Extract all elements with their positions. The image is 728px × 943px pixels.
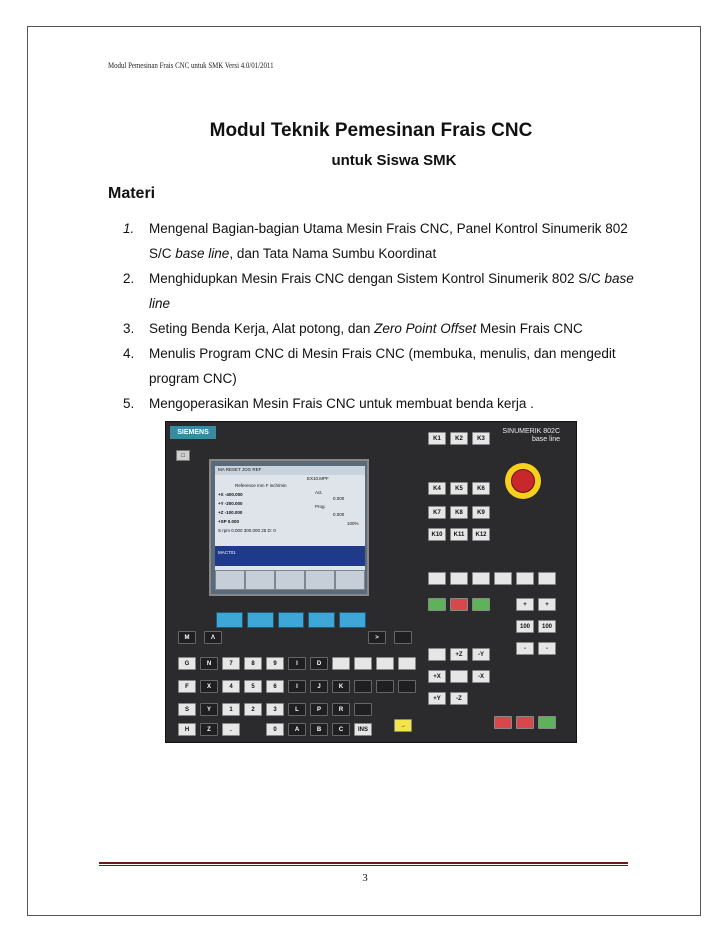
emergency-stop-button [511, 469, 535, 493]
model-label [502, 428, 560, 444]
list-number: 2. [123, 271, 135, 286]
key-k12: K12 [472, 528, 490, 541]
override-key: - [538, 642, 556, 655]
override-key: + [516, 598, 534, 611]
screen-tabs: MA RESET JOG REF [218, 467, 262, 472]
alpha-key: S [178, 703, 196, 716]
key-menu [394, 631, 412, 644]
screen-softkey-bar [215, 570, 365, 590]
document-title: Modul Teknik Pemesinan Frais CNC [209, 120, 533, 141]
list-text: Menulis Program CNC di Mesin Frais CNC (membuka, menulis, dan mengedit program CNC) [149, 346, 616, 386]
panel-corner-key: □ [176, 450, 190, 461]
softkey [216, 612, 243, 628]
alpha-key: X [200, 680, 218, 693]
alpha-key: 4 [222, 680, 240, 693]
screen-feed-act: 0.000 [333, 496, 345, 501]
axis-key [428, 648, 446, 661]
key-k8: K8 [450, 506, 468, 519]
key-recall: Λ [204, 631, 222, 644]
softkey [247, 612, 274, 628]
alpha-key [376, 657, 394, 670]
input-key: → [394, 719, 412, 732]
reset-key [494, 716, 512, 729]
screen-act-label: Act. [315, 490, 323, 495]
alpha-key: 9 [266, 657, 284, 670]
cnc-control-panel-image [165, 421, 577, 743]
running-header: Modul Pemesinan Frais CNC untuk SMK Versi 4.0/01/2011 [108, 61, 274, 70]
softkey [339, 612, 366, 628]
key-k1: K1 [428, 432, 446, 445]
screen-program-label: MACT01 [218, 550, 236, 555]
alpha-key: R [332, 703, 350, 716]
softkey [278, 612, 305, 628]
alpha-key: 5 [244, 680, 262, 693]
mode-key [494, 572, 512, 585]
mode-key [450, 572, 468, 585]
spindle-key [450, 598, 468, 611]
list-text: Seting Benda Kerja, Alat potong, dan [149, 321, 375, 336]
alpha-key [398, 680, 416, 693]
alpha-key: I [288, 657, 306, 670]
alpha-key: H [178, 723, 196, 736]
alpha-key: C [332, 723, 350, 736]
mode-key [428, 572, 446, 585]
key-k2: K2 [450, 432, 468, 445]
alpha-key: J [310, 680, 328, 693]
screen-feed-prog: 0.000 [333, 512, 345, 517]
model-line-1: SINUMERIK 802C [502, 428, 560, 435]
override-key: - [516, 642, 534, 655]
screen-axis-row: +Z -100.000 [218, 510, 243, 515]
alpha-key: INS [354, 723, 372, 736]
alpha-key: 1 [222, 703, 240, 716]
list-number: 1. [123, 221, 135, 236]
key-k7: K7 [428, 506, 446, 519]
alpha-key: I [288, 680, 306, 693]
cnc-screen-frame [209, 459, 369, 596]
softkey [308, 612, 335, 628]
spindle-key [472, 598, 490, 611]
list-item [123, 216, 643, 266]
override-key: 100 [538, 620, 556, 633]
alpha-key: 8 [244, 657, 262, 670]
alpha-key: Z [200, 723, 218, 736]
footer-rule [99, 862, 628, 866]
alpha-key: 3 [266, 703, 284, 716]
axis-key: -Z [450, 692, 468, 705]
alpha-key: . [222, 723, 240, 736]
key-k5: K5 [450, 482, 468, 495]
materi-list [123, 216, 643, 416]
screen-prog-label: Prog. [315, 504, 326, 509]
alpha-key: D [310, 657, 328, 670]
list-text-italic: Zero Point Offset [374, 321, 477, 336]
list-text: Mengenal Bagian-bagian Utama Mesin Frais CNC, Panel Kontrol Sinumerik 802 S/C [149, 221, 628, 261]
key-m: M [178, 631, 196, 644]
key-k4: K4 [428, 482, 446, 495]
screen-percent: 100% [347, 521, 359, 526]
list-item [123, 391, 643, 416]
spindle-key [428, 598, 446, 611]
document-subtitle: untuk Siswa SMK [331, 152, 457, 169]
mode-key [472, 572, 490, 585]
screen-program-area [215, 546, 365, 566]
alpha-key [354, 657, 372, 670]
axis-key: +Y [428, 692, 446, 705]
list-text-italic: base line [175, 246, 230, 261]
screen-axis-row: +SP 0.000 [218, 519, 240, 524]
alpha-key [354, 680, 372, 693]
cycle-start-key [538, 716, 556, 729]
mode-key [538, 572, 556, 585]
alpha-key: L [288, 703, 306, 716]
cnc-screen [215, 466, 365, 590]
cycle-stop-key [516, 716, 534, 729]
list-item [123, 341, 643, 391]
axis-key: -Y [472, 648, 490, 661]
alpha-key: 6 [266, 680, 284, 693]
screen-axis-row: +Y -200.000 [218, 501, 243, 506]
key-k11: K11 [450, 528, 468, 541]
list-item [123, 266, 643, 316]
screen-axis-row: +X -400.000 [218, 492, 243, 497]
key-k3: K3 [472, 432, 490, 445]
list-text: Mesin Frais CNC [476, 321, 583, 336]
key-k6: K6 [472, 482, 490, 495]
alpha-key [398, 657, 416, 670]
list-number: 5. [123, 396, 135, 411]
axis-key [450, 670, 468, 683]
blue-softkeys [216, 612, 366, 628]
list-text: , dan Tata Nama Sumbu Koordinat [229, 246, 437, 261]
key-k10: K10 [428, 528, 446, 541]
mode-key [516, 572, 534, 585]
siemens-logo: SIEMENS [170, 426, 216, 439]
alpha-key [376, 680, 394, 693]
override-key: + [538, 598, 556, 611]
list-item [123, 316, 643, 341]
override-key: 100 [516, 620, 534, 633]
screen-spindle-row: S rpm 0.000 300.000 25 D: 0 [218, 528, 276, 533]
alpha-key: B [310, 723, 328, 736]
alpha-key: Y [200, 703, 218, 716]
alpha-key: N [200, 657, 218, 670]
axis-key: -X [472, 670, 490, 683]
key-k9: K9 [472, 506, 490, 519]
page-number: 3 [362, 872, 368, 884]
alpha-key: A [288, 723, 306, 736]
alpha-key: 2 [244, 703, 262, 716]
alpha-key: G [178, 657, 196, 670]
alpha-key: F [178, 680, 196, 693]
alpha-key: K [332, 680, 350, 693]
key-next: > [368, 631, 386, 644]
screen-header-row: Reference mm F inch/min [235, 483, 287, 488]
axis-key: +Z [450, 648, 468, 661]
alpha-key [354, 703, 372, 716]
list-text-italic: base line [149, 271, 634, 311]
screen-program: EX10.MPF [307, 476, 329, 481]
section-heading: Materi [108, 185, 156, 202]
alpha-key: 0 [266, 723, 284, 736]
list-number: 3. [123, 321, 135, 336]
axis-key: +X [428, 670, 446, 683]
list-text: Menghidupkan Mesin Frais CNC dengan Sistem Kontrol Sinumerik 802 S/C [149, 271, 605, 286]
alpha-key [332, 657, 350, 670]
alpha-key: P [310, 703, 328, 716]
list-text: Mengoperasikan Mesin Frais CNC untuk membuat benda kerja . [149, 396, 534, 411]
list-number: 4. [123, 346, 135, 361]
alpha-key: 7 [222, 657, 240, 670]
model-line-2: base line [531, 436, 560, 443]
